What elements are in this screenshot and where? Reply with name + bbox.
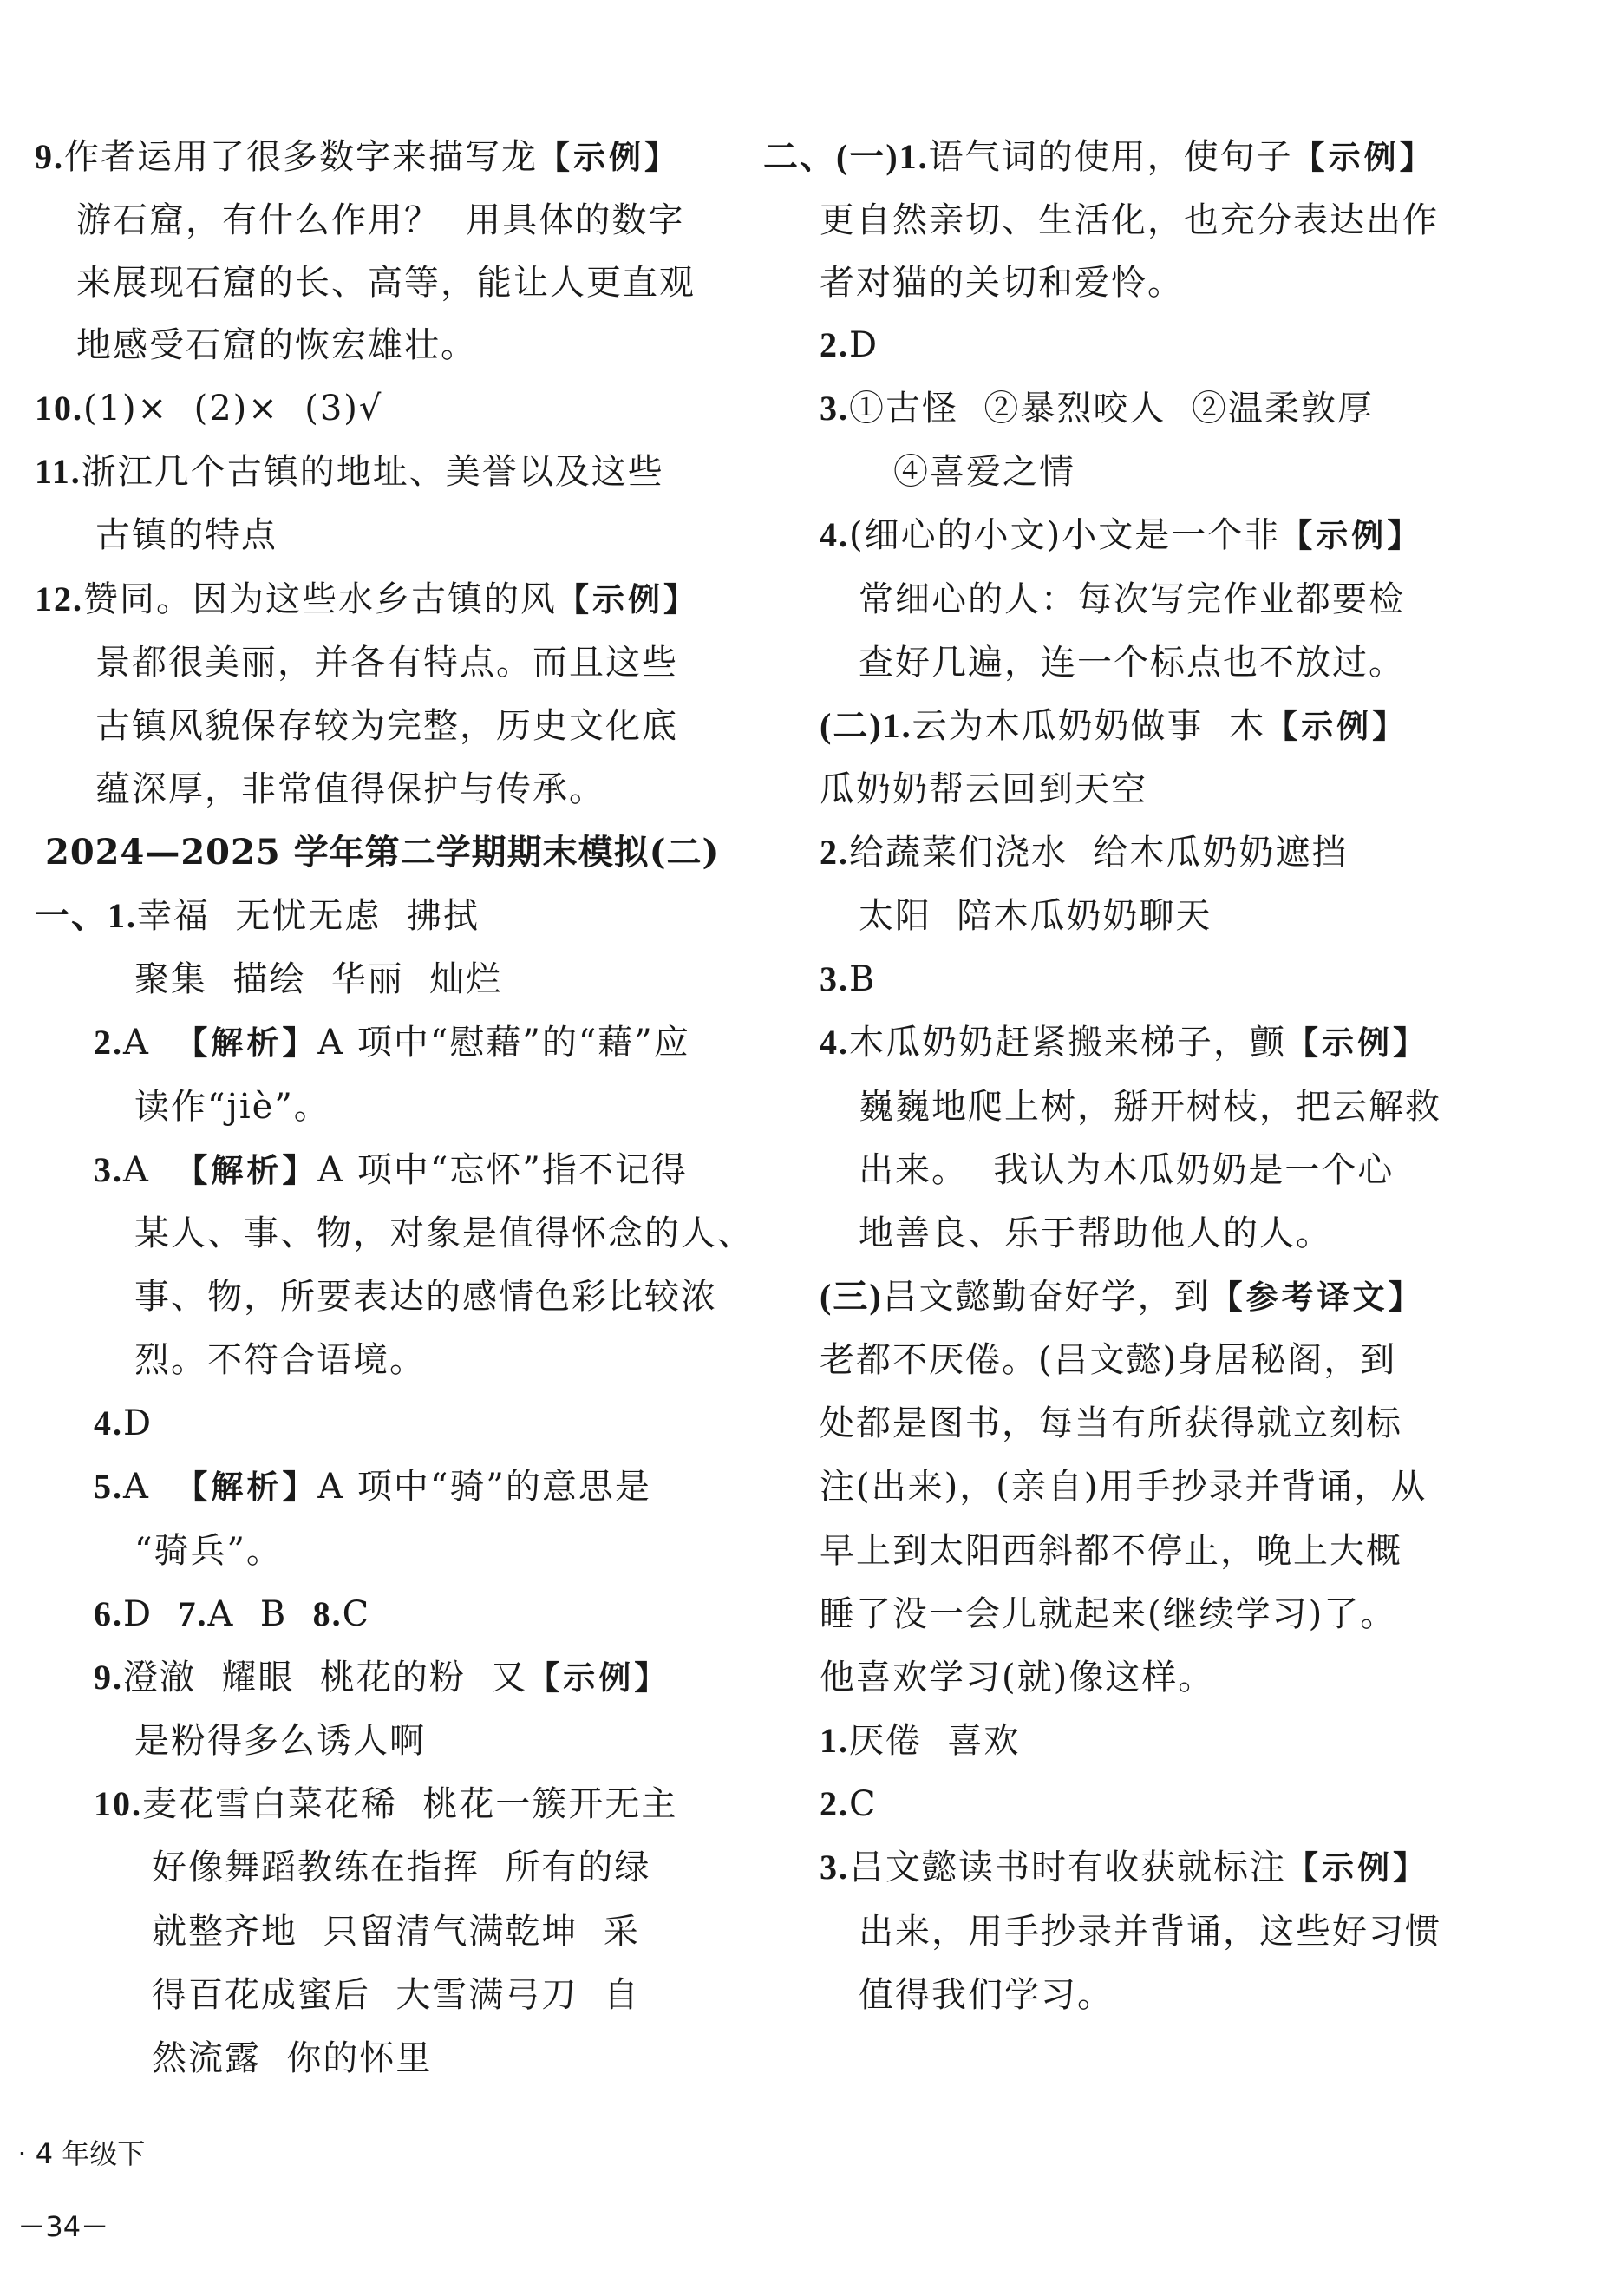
question-number: 3. (820, 1848, 849, 1887)
page-number: －34－ (17, 2210, 109, 2243)
answer-line (76, 258, 696, 307)
answer-text: 值得我们学习。 (859, 1975, 1114, 2015)
answer-text: 得百花成蜜后 大雪满弓刀 自 (152, 1975, 640, 2015)
answer-tag: 【示例】 (1286, 1024, 1428, 1062)
answer-text: 好像舞蹈教练在指挥 所有的绿 (152, 1848, 651, 1887)
answer-text: 他喜欢学习(就)像这样。 (820, 1658, 1215, 1697)
answer-line (45, 828, 719, 877)
answer-text: A B (207, 1594, 313, 1634)
answer-line (35, 448, 664, 496)
answer-line (820, 511, 1422, 559)
answer-text: 是粉得多么诱人啊 (134, 1721, 426, 1761)
answer-tag: 【示例】 (538, 138, 680, 176)
page-footer (0, 2099, 145, 2245)
answer-line (94, 1653, 670, 1702)
question-number: 9. (35, 137, 64, 176)
answer-text: C (342, 1594, 371, 1634)
question-number: 2. (94, 1023, 123, 1062)
question-number: 一、1. (35, 896, 137, 935)
answer-text: C (849, 1784, 878, 1824)
answer-line (820, 1336, 1396, 1384)
answer-text: 老都不厌倦。(吕文懿)身居秘阁，到 (820, 1340, 1397, 1380)
answer-text: 吕文懿勤奋好学，到 (882, 1277, 1211, 1317)
answer-line (35, 892, 480, 940)
answer-line (820, 1590, 1396, 1639)
answer-line (152, 1971, 640, 2019)
answer-text: 作者运用了很多数字来描写龙 (64, 137, 538, 177)
answer-line (35, 575, 699, 624)
answer-line (152, 1907, 640, 1956)
question-number: (三) (820, 1277, 883, 1316)
answer-line (94, 1780, 677, 1828)
answer-line (134, 1083, 330, 1131)
answer-text: 出来，用手抄录并背诵，这些好习惯 (859, 1912, 1441, 1952)
answer-tag: 【示例】 (527, 1658, 670, 1697)
answer-line (820, 1780, 878, 1828)
question-number: 12. (35, 579, 83, 618)
answer-text: ①古怪 ②暴烈咬人 ②温柔敦厚 (849, 389, 1374, 428)
answer-text: 然流露 你的怀里 (152, 2038, 433, 2078)
question-number: 2. (820, 325, 849, 364)
answer-line (94, 1399, 153, 1448)
answer-text: 事、物，所要表达的感情色彩比较浓 (134, 1277, 717, 1317)
question-number: 10. (94, 1784, 142, 1823)
answer-text: 古镇风貌保存较为完整，历史文化底 (95, 706, 678, 746)
question-number: 4. (820, 1023, 849, 1062)
question-number: 2. (820, 833, 849, 872)
answer-text: 语气词的使用，使句子 (928, 137, 1293, 177)
question-number: 4. (820, 515, 849, 554)
question-number: 3. (820, 389, 849, 428)
answer-line (820, 1843, 1428, 1892)
answer-line (152, 2034, 432, 2083)
answer-text: 木瓜奶奶赶紧搬来梯子，颤 (849, 1023, 1286, 1063)
answer-text: D (849, 325, 879, 365)
question-number: (二)1. (820, 706, 912, 745)
answer-line (134, 1272, 717, 1321)
question-number: 4. (94, 1403, 123, 1442)
answer-text: 游石窟，有什么作用？ 用具体的数字 (76, 200, 685, 240)
answer-line (76, 196, 684, 245)
answer-line (820, 321, 879, 370)
answer-text: 聚集 描绘 华丽 灿烂 (134, 959, 503, 999)
answer-tag: 【参考译文】 (1210, 1278, 1424, 1316)
answer-text: “骑兵”。 (134, 1531, 283, 1571)
answer-text: B (849, 959, 877, 999)
question-number: 6. (94, 1594, 123, 1633)
answer-text: 云为木瓜奶奶做事 木 (912, 706, 1266, 746)
answer-line (134, 1209, 754, 1258)
answer-line (820, 1399, 1402, 1448)
answer-line (820, 258, 1184, 307)
answer-text: 来展现石窟的长、高等，能让人更直观 (76, 263, 696, 303)
answer-line (35, 384, 382, 433)
answer-line (95, 702, 678, 750)
answer-line (94, 1462, 651, 1511)
answer-line (859, 1907, 1441, 1956)
answer-text: A (123, 1023, 176, 1063)
answer-text: 厌倦 喜欢 (849, 1721, 1021, 1761)
answer-tag: 【示例】 (1292, 138, 1435, 176)
answer-line (820, 1018, 1428, 1067)
answer-tag: 【示例】 (1280, 516, 1423, 554)
question-number: 3. (94, 1150, 123, 1189)
answer-line (820, 765, 1147, 814)
answer-tag: 【解析】 (175, 1024, 318, 1062)
answer-line (94, 1146, 688, 1194)
answer-text: D (123, 1594, 179, 1634)
answer-line (893, 448, 1075, 496)
answer-line (35, 133, 680, 181)
answer-text: A (123, 1467, 176, 1507)
answer-text: 浙江几个古镇的地址、美誉以及这些 (81, 452, 664, 492)
answer-line (820, 196, 1439, 245)
answer-line (859, 892, 1212, 940)
answer-line (134, 1336, 426, 1384)
answer-line (820, 1527, 1402, 1575)
answer-text: 蕴深厚，非常值得保护与传承。 (95, 769, 605, 809)
answer-text: A (123, 1150, 176, 1190)
answer-line (763, 133, 1435, 181)
answer-line (820, 384, 1374, 433)
answer-text: 查好几遍，连一个标点也不放过。 (859, 643, 1405, 683)
answer-text: A 项中“慰藉”的“藉”应 (317, 1023, 690, 1063)
answer-line (859, 638, 1405, 687)
answer-text: 澄澈 耀眼 桃花的粉 又 (123, 1658, 528, 1697)
answer-text: 注(出来)，(亲自)用手抄录并背诵，从 (820, 1467, 1428, 1507)
answer-line (95, 765, 605, 814)
answer-tag: 【示例】 (1286, 1848, 1428, 1887)
answer-tag: 【解析】 (175, 1151, 318, 1189)
answer-line (134, 1717, 426, 1765)
answer-text: 某人、事、物，对象是值得怀念的人、 (134, 1213, 754, 1253)
answer-line (859, 1083, 1441, 1131)
answer-text: 给蔬菜们浇水 给木瓜奶奶遮挡 (849, 833, 1349, 873)
answer-text: 读作“jiè”。 (134, 1087, 330, 1127)
answer-text: 地感受石窟的恢宏雄壮。 (76, 325, 477, 365)
answer-line (820, 1653, 1214, 1702)
question-number: 二、(一)1. (763, 137, 929, 176)
answer-text: 麦花雪白菜花稀 桃花一簇开无主 (142, 1784, 678, 1824)
answer-text: 巍巍地爬上树，掰开树枝，把云解救 (859, 1087, 1441, 1127)
answer-tag: 【示例】 (557, 580, 699, 618)
answer-text: 瓜奶奶帮云回到天空 (820, 769, 1147, 809)
answer-text: 地善良、乐于帮助他人的人。 (859, 1213, 1332, 1253)
answer-text: 赞同。因为这些水乡古镇的风 (83, 579, 557, 619)
answer-line (134, 955, 502, 1004)
answer-text: 出来。 我认为木瓜奶奶是一个心 (859, 1150, 1395, 1190)
answer-line (820, 955, 876, 1004)
answer-line (820, 1717, 1020, 1765)
question-number: 7. (178, 1594, 208, 1633)
answer-line (859, 575, 1405, 624)
answer-line (820, 1462, 1427, 1511)
answer-line (76, 321, 477, 370)
answer-line (859, 1209, 1332, 1258)
answer-text: 烈。不符合语境。 (134, 1340, 426, 1380)
answer-text: 景都很美丽，并各有特点。而且这些 (95, 643, 678, 683)
answer-text: D (123, 1403, 154, 1443)
answer-line (859, 1146, 1394, 1194)
answer-text: 者对猫的关切和爱怜。 (820, 263, 1184, 303)
answer-text: A 项中“忘怀”指不记得 (317, 1150, 688, 1190)
answer-text: 睡了没一会儿就起来(继续学习)了。 (820, 1594, 1397, 1634)
grade-label: · 4 年级下 (17, 2137, 146, 2170)
answer-text: 太阳 陪木瓜奶奶聊天 (859, 896, 1212, 936)
question-number: 11. (35, 452, 82, 491)
question-number: 9. (94, 1658, 123, 1697)
question-number: 5. (94, 1467, 123, 1506)
answer-text: (1)× (2)× (3)√ (83, 389, 383, 428)
answer-line (94, 1018, 690, 1067)
answer-text: 就整齐地 只留清气满乾坤 采 (152, 1912, 640, 1952)
answer-text: 常细心的人：每次写完作业都要检 (859, 579, 1405, 619)
answer-text: 早上到太阳西斜都不停止，晚上大概 (820, 1531, 1402, 1571)
answer-line (152, 1843, 650, 1892)
answer-line (134, 1527, 283, 1575)
answer-tag: 【示例】 (1265, 707, 1408, 745)
answer-text: A 项中“骑”的意思是 (317, 1467, 651, 1507)
question-number: 3. (820, 959, 849, 998)
answer-line (820, 1272, 1424, 1321)
answer-text: 幸福 无忧无虑 拂拭 (137, 896, 480, 936)
answer-tag: 【解析】 (175, 1468, 318, 1506)
section-heading: 2024—2025 学年第二学期期末模拟(二) (45, 832, 720, 873)
question-number: 1. (820, 1721, 849, 1760)
answer-line (859, 1971, 1114, 2019)
answer-text: 吕文懿读书时有收获就标注 (849, 1848, 1286, 1887)
answer-text: 古镇的特点 (95, 515, 278, 555)
answer-line (95, 511, 278, 559)
answer-line (820, 828, 1348, 877)
answer-line (95, 638, 678, 687)
answer-text: 更自然亲切、生活化，也充分表达出作 (820, 200, 1439, 240)
answer-line (820, 702, 1408, 750)
question-number: 10. (35, 389, 83, 428)
answer-text: (细心的小文)小文是一个非 (849, 515, 1281, 555)
answer-text: ④喜爱之情 (893, 452, 1075, 492)
question-number: 2. (820, 1784, 849, 1823)
answer-text: 处都是图书，每当有所获得就立刻标 (820, 1403, 1402, 1443)
answer-line (94, 1590, 370, 1639)
question-number: 8. (312, 1594, 343, 1633)
